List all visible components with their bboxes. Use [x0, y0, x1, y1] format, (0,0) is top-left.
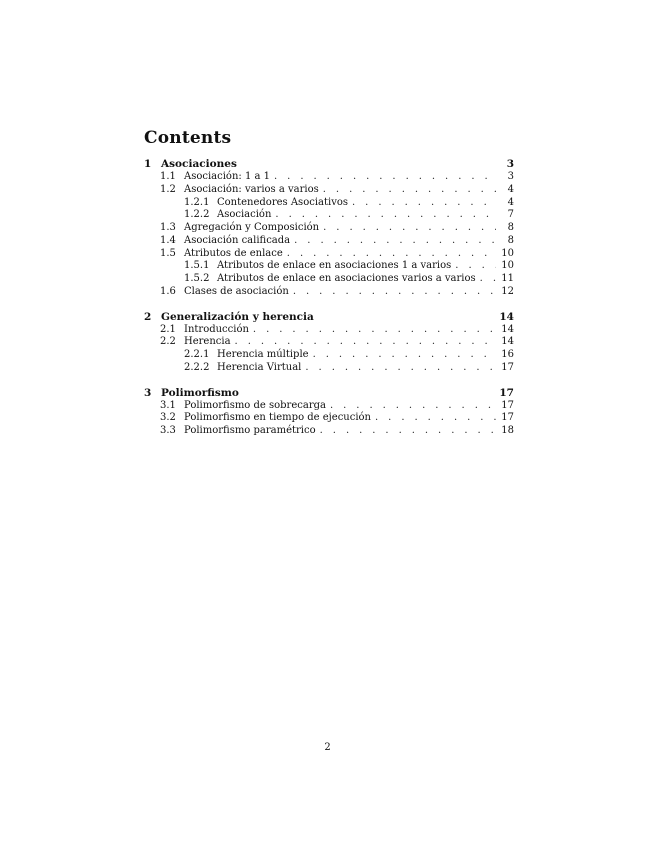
toc-section[interactable]	[144, 286, 514, 299]
leader-dots	[253, 324, 496, 337]
chapter-title: Polimorfismo	[161, 386, 239, 399]
toc-chapter[interactable]	[144, 310, 514, 324]
chapter-title: Generalización y herencia	[161, 310, 314, 323]
toc-subsection[interactable]	[144, 209, 514, 222]
subsection-title: Herencia múltiple	[217, 349, 309, 360]
toc-section[interactable]	[144, 425, 514, 438]
section-number: 1.3	[160, 222, 176, 233]
leader-dots	[293, 286, 496, 299]
section-page: 18	[501, 425, 514, 436]
toc-subsection[interactable]	[144, 273, 514, 286]
leader-dots	[330, 400, 496, 413]
section-number: 1.1	[160, 171, 176, 182]
toc-subsection[interactable]	[144, 197, 514, 210]
toc-section[interactable]	[144, 336, 514, 349]
section-page: 12	[501, 285, 514, 297]
section-page: 17	[501, 399, 514, 411]
leader-dots	[323, 184, 496, 197]
toc-subsection[interactable]	[144, 349, 514, 362]
subsection-title: Atributos de enlace en asociaciones 1 a varios	[217, 260, 452, 272]
leader-dots	[320, 425, 496, 438]
section-number: 2.1	[160, 323, 176, 335]
section-page: 14	[501, 336, 514, 348]
chapter-page: 3	[506, 158, 514, 170]
subsection-page: 7	[507, 209, 514, 221]
section-title: Clases de asociación	[184, 285, 289, 297]
section-title: Asociación calificada	[184, 234, 291, 246]
subsection-number: 1.5.2	[184, 273, 210, 284]
leader-dots	[375, 412, 496, 425]
subsection-page: 17	[501, 361, 514, 373]
toc-chapter[interactable]	[144, 157, 514, 171]
subsection-page: 10	[501, 260, 514, 272]
section-title: Herencia	[184, 336, 231, 348]
leader-dots	[294, 235, 496, 248]
section-number: 1.2	[160, 183, 176, 195]
section-page: 10	[501, 247, 514, 259]
chapter-number: 3	[144, 386, 152, 399]
leader-dots	[323, 222, 496, 235]
toc-chapter[interactable]	[144, 386, 514, 400]
section-title: Asociación: 1 a 1	[184, 171, 270, 182]
page-number: 2	[324, 742, 331, 753]
toc-section[interactable]	[144, 222, 514, 235]
subsection-page: 11	[501, 273, 514, 284]
leader-dots	[455, 260, 496, 273]
subsection-number: 1.5.1	[184, 260, 210, 272]
chapter-number: 2	[144, 310, 152, 323]
subsection-title: Asociación	[217, 209, 272, 221]
toc-subsection[interactable]	[144, 260, 514, 273]
subsection-page: 16	[501, 349, 514, 360]
chapter-title: Asociaciones	[161, 158, 237, 170]
section-page: 14	[501, 323, 514, 335]
leader-dots	[287, 248, 496, 261]
toc-section[interactable]	[144, 171, 514, 184]
section-page: 3	[507, 171, 514, 182]
section-title: Asociación: varios a varios	[184, 183, 319, 195]
section-title: Polimorfismo paramétrico	[184, 425, 316, 436]
toc-section[interactable]	[144, 248, 514, 261]
leader-dots	[274, 171, 496, 184]
toc-subsection[interactable]	[144, 362, 514, 375]
subsection-number: 1.2.1	[184, 196, 210, 208]
leader-dots	[305, 362, 496, 375]
subsection-title: Atributos de enlace en asociaciones varios a varios	[217, 273, 476, 284]
table-of-contents	[144, 157, 514, 438]
leader-dots	[352, 197, 496, 210]
toc-section[interactable]	[144, 235, 514, 248]
section-number: 1.4	[160, 234, 176, 246]
section-page: 17	[501, 412, 514, 424]
section-number: 1.6	[160, 285, 176, 297]
toc-section[interactable]	[144, 184, 514, 197]
subsection-title: Herencia Virtual	[217, 361, 302, 373]
section-page: 4	[507, 183, 514, 195]
section-title: Introducción	[184, 323, 249, 335]
section-title: Atributos de enlace	[184, 247, 283, 259]
section-number: 3.1	[160, 399, 176, 411]
leader-dots	[275, 209, 496, 222]
section-title: Polimorfismo en tiempo de ejecución	[184, 412, 371, 424]
section-title: Agregación y Composición	[184, 222, 320, 233]
subsection-title: Contenedores Asociativos	[217, 196, 348, 208]
section-page: 8	[507, 234, 514, 246]
toc-section[interactable]	[144, 324, 514, 337]
leader-dots	[313, 349, 496, 362]
toc-section[interactable]	[144, 412, 514, 425]
section-number: 1.5	[160, 247, 176, 259]
section-title: Polimorfismo de sobrecarga	[184, 399, 326, 411]
chapter-number: 1	[144, 158, 152, 170]
section-number: 3.3	[160, 425, 176, 436]
section-number: 3.2	[160, 412, 176, 424]
subsection-number: 1.2.2	[184, 209, 210, 221]
subsection-number: 2.2.2	[184, 361, 210, 373]
chapter-page: 14	[499, 310, 514, 323]
subsection-page: 4	[507, 196, 514, 208]
subsection-number: 2.2.1	[184, 349, 210, 360]
section-page: 8	[507, 222, 514, 233]
leader-dots	[235, 336, 496, 349]
leader-dots	[480, 273, 496, 286]
toc-title: Contents	[144, 128, 232, 148]
toc-section[interactable]	[144, 400, 514, 413]
chapter-page: 17	[499, 386, 514, 399]
section-number: 2.2	[160, 336, 176, 348]
